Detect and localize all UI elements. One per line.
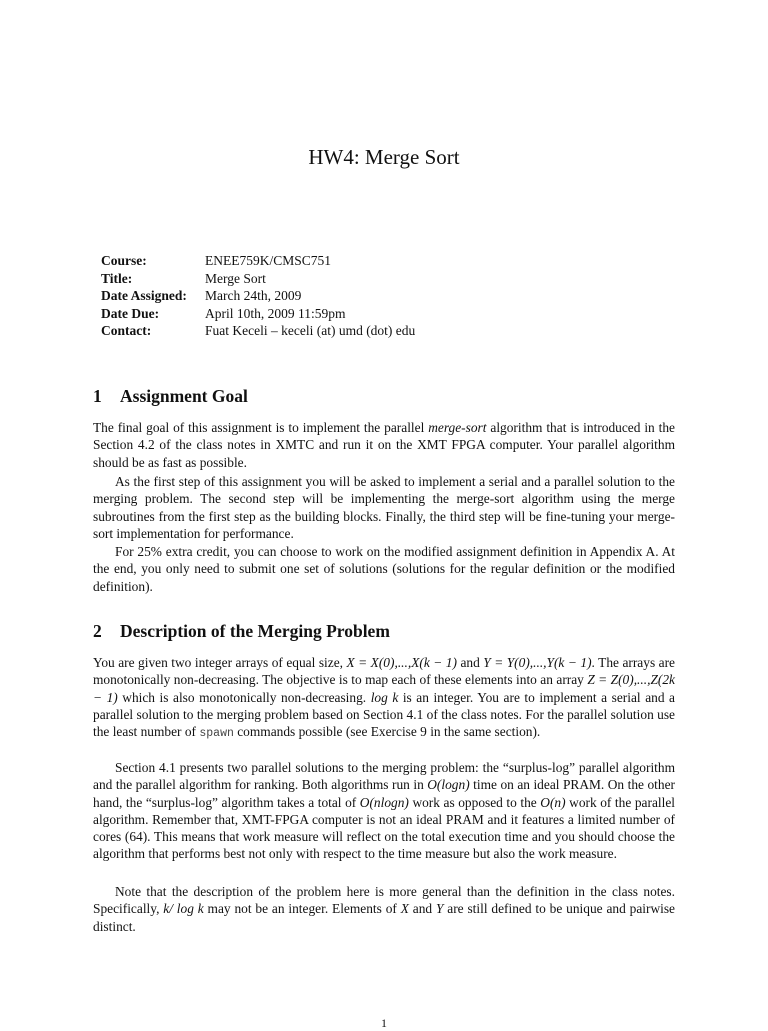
math: Y = Y(0),...,Y(k − 1) [483, 655, 592, 670]
text: You are given two integer arrays of equal size, [93, 655, 347, 670]
info-value: ENEE759K/CMSC751 [205, 253, 332, 268]
info-value: Fuat Keceli – keceli (at) umd (dot) edu [205, 323, 416, 338]
math: O(logn) [427, 777, 470, 793]
text: is an integer. You are to implement a serial and a parallel solution to the merging problem based on Section 4.1 of the class notes. For the parallel solution use the least number of [93, 689, 676, 740]
math: X = X(0),...,X(k − 1) [346, 655, 457, 670]
section-number: 1 [93, 386, 102, 406]
text: work as opposed to the [408, 794, 541, 810]
text: . The arrays are monotonically non-decreasing. The objective is to map each of these elements into an array [93, 655, 675, 688]
info-row [101, 305, 415, 323]
text: commands possible (see Exercise 9 in the same section). [233, 724, 541, 740]
paragraph: As the first step of this assignment you will be asked to implement a serial and a parallel solution to the merging problem. The second step will be implementing the merge-sort algorithm using the merge subroutines from the first step as the building blocks. Finally, the third step will be fine-tuning your merge-sort implementation for performance. [93, 474, 675, 541]
info-value: April 10th, 2009 11:59pm [205, 305, 346, 321]
text: and [456, 655, 484, 670]
info-label: Contact: [101, 323, 152, 338]
text: Note that the description of the problem here is more general than the definition in the class notes. Specifically, [93, 884, 675, 917]
text: algorithm that is introduced in the Section 4.2 of the class notes in XMTC and run it on the XMT FPGA computer. Your parallel algorithm should be as fast as possible. [93, 420, 675, 470]
info-label: Course: [101, 253, 147, 268]
emphasis: merge-sort [428, 420, 487, 435]
text: The final goal of this assignment is to implement the parallel [93, 420, 429, 435]
math: Z = Z(0),...,Z(2k − 1) [93, 672, 675, 705]
paragraph [93, 759, 675, 863]
text: work of the parallel algorithm. Remember that, XMT-FPGA computer is not an ideal PRAM and it features a limited number of cores (64). This means that work measure will reflect on the total execution time and you should choose the algorithm that performs best not only with respect to the time measure but also the work measure. [93, 794, 675, 862]
document-title: HW4: Merge Sort [308, 145, 460, 169]
info-label: Date Due: [101, 305, 160, 321]
info-row [101, 270, 415, 288]
info-label: Date Assigned: [101, 288, 187, 303]
info-row [101, 252, 415, 270]
math: k/ log k [163, 901, 204, 917]
text: and [408, 901, 436, 917]
code-snippet: spawn [199, 727, 234, 741]
info-value: Merge Sort [205, 270, 266, 286]
section-title: Assignment Goal [120, 386, 248, 406]
paragraph: For 25% extra credit, you can choose to work on the modified assignment definition in Appendix A. At the end, you only need to submit one set of solutions (solutions for the regular definition or the modified definition). [93, 544, 675, 594]
info-label: Title: [101, 270, 133, 286]
section-title: Description of the Merging Problem [120, 621, 390, 641]
math: log k [370, 689, 399, 705]
info-row [101, 287, 415, 305]
info-value: March 24th, 2009 [205, 288, 302, 303]
page-number: 1 [381, 1016, 387, 1030]
math: O(n) [540, 794, 566, 810]
text: are still defined to be unique and pairwise distinct. [93, 901, 675, 934]
section-number: 2 [93, 621, 102, 641]
text: Section 4.1 presents two parallel solutions to the merging problem: the “surplus-log” parallel algorithm and the parallel algorithm for ranking. Both algorithms run in [93, 760, 675, 793]
text: which is also monotonically non-decreasing. [117, 689, 371, 705]
section-heading-merging-problem [93, 620, 390, 642]
paragraph [93, 419, 675, 471]
paragraph [93, 883, 675, 935]
math: Y [435, 901, 444, 917]
section-heading-assignment-goal [93, 385, 248, 407]
paragraph [93, 654, 675, 742]
text: may not be an integer. Elements of [203, 901, 401, 917]
math: O(nlogn) [359, 794, 409, 810]
info-row [101, 322, 415, 340]
assignment-info-table [101, 252, 415, 340]
math: X [400, 901, 409, 917]
text: time on an ideal PRAM. On the other hand, the “surplus-log” algorithm takes a total of [93, 777, 675, 810]
